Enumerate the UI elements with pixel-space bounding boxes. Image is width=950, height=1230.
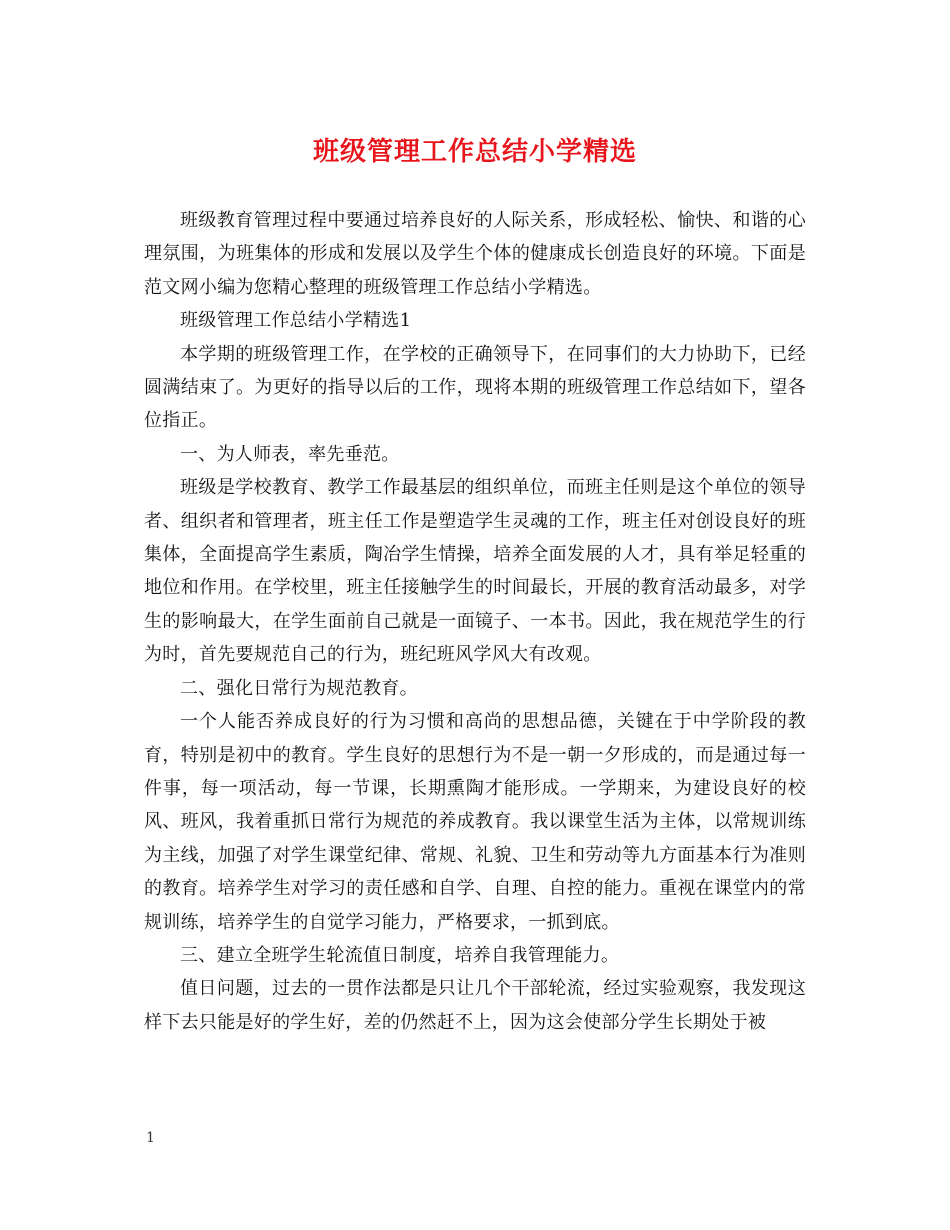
heading-part-two: 二、强化日常行为规范教育。 — [180, 677, 418, 699]
paragraph-part-one: 班级是学校教育、教学工作最基层的组织单位，而班主任则是这个单位的领导者、组织者和管理者，班主任工作是塑造学生灵魂的工作，班主任对创设良好的班集体，全面提高学生素质，陶冶学生情操，培养全面发展的人才，具有举足轻重的地位和作用。在学校里，班主任接触学生的时间最长，开展的教育活动最多，对学生的影响最大，在学生面前自己就是一面镜子、一本书。因此，我在规范学生的行为时，首先要规范自己的行为，班纪班风学风大有改观。 — [144, 477, 806, 666]
paragraph-opening: 本学期的班级管理工作，在学校的正确领导下，在同事们的大力协助下，已经圆满结束了。为更好的指导以后的工作，现将本期的班级管理工作总结如下，望各位指正。 — [144, 343, 806, 432]
heading-part-one: 一、为人师表，率先垂范。 — [180, 443, 400, 465]
page-number: 1 — [146, 1130, 155, 1146]
heading-part-three: 三、建立全班学生轮流值日制度，培养自我管理能力。 — [180, 944, 620, 966]
paragraph-part-three: 值日问题，过去的一贯作法都是只让几个干部轮流，经过实验观察，我发现这样下去只能是好的学生好，差的仍然赶不上，因为这会使部分学生长期处于被 — [144, 978, 806, 1033]
document-title: 班级管理工作总结小学精选 — [312, 137, 637, 167]
paragraph-part-two: 一个人能否养成良好的行为习惯和高尚的思想品德，关键在于中学阶段的教育，特别是初中的教育。学生良好的思想行为不是一朝一夕形成的，而是通过每一件事，每一项活动，每一节课，长期熏陶才能形成。一学期来，为建设良好的校风、班风，我着重抓日常行为规范的养成教育。我以课堂生活为主体，以常规训练为主线，加强了对学生课堂纪律、常规、礼貌、卫生和劳动等九方面基本行为准则的教育。培养学生对学习的责任感和自学、自理、自控的能力。重视在课堂内的常规训练，培养学生的自觉学习能力，严格要求，一抓到底。 — [144, 711, 806, 933]
paragraph-section-title: 班级管理工作总结小学精选1 — [180, 310, 412, 332]
document-body — [144, 204, 806, 1039]
paragraph-intro: 班级教育管理过程中要通过培养良好的人际关系，形成轻松、愉快、和谐的心理氛围，为班集体的形成和发展以及学生个体的健康成长创造良好的环境。下面是范文网小编为您精心整理的班级管理工作总结小学精选。 — [144, 210, 806, 298]
